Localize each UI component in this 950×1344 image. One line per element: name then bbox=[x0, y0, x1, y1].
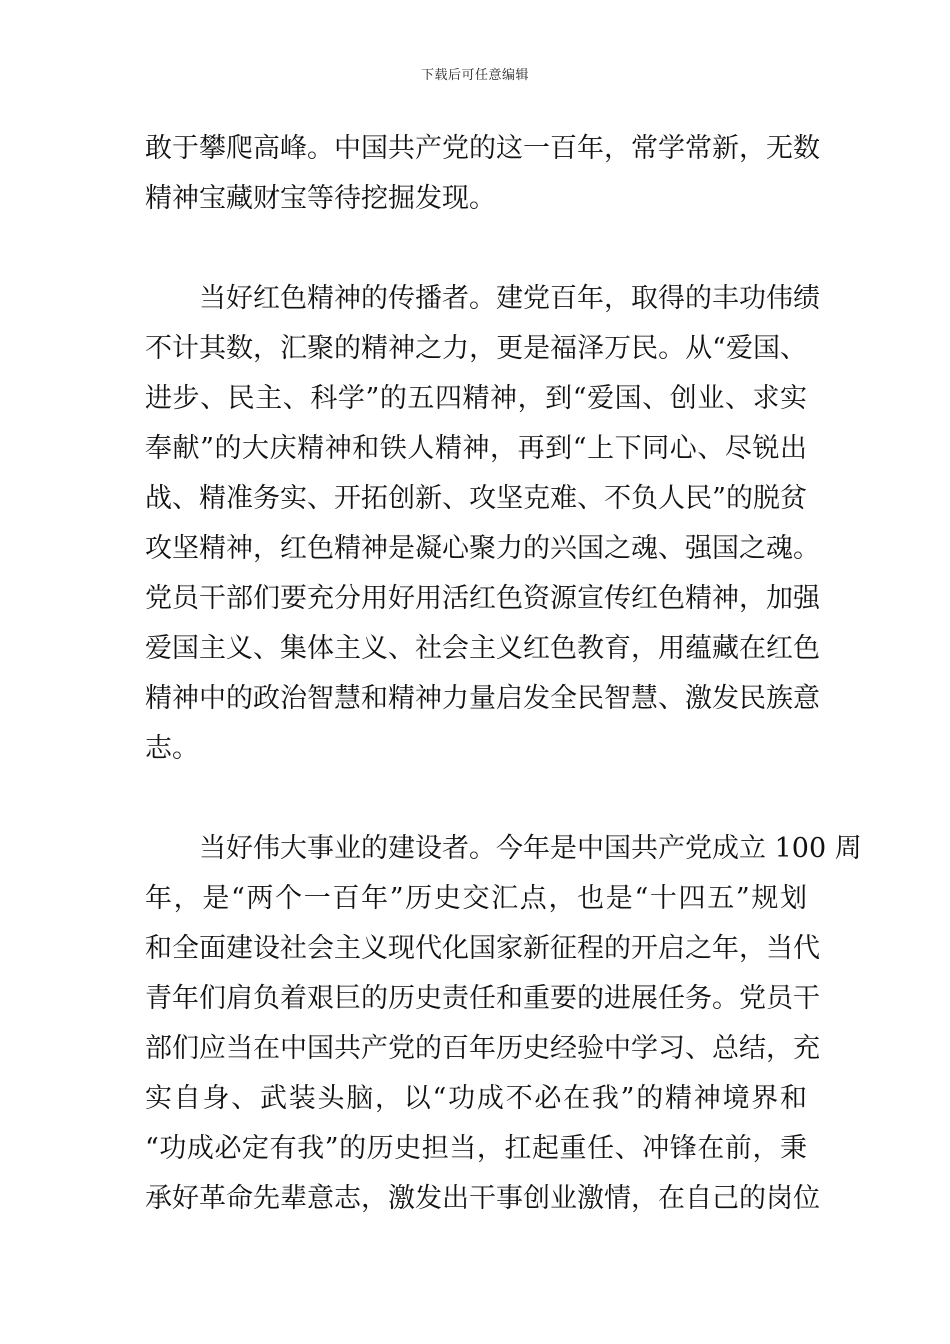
text-line: 青年们肩负着艰巨的历史责任和重要的进展任务。党员干 bbox=[145, 983, 820, 1014]
text-line: 志。 bbox=[145, 733, 199, 764]
text-line: 实自身、武装头脑，以“功成不必在我”的精神境界和 bbox=[145, 1083, 807, 1114]
paragraph-spacer bbox=[145, 224, 807, 274]
text-line: 爱国主义、集体主义、社会主义红色教育，用蕴藏在红色 bbox=[145, 633, 820, 664]
page-header: 下载后可任意编辑 bbox=[420, 68, 529, 83]
text-line: 当好红色精神的传播者。建党百年，取得的丰功伟绩 bbox=[199, 283, 820, 314]
paragraph-3 bbox=[145, 824, 862, 1224]
text-line: 奉献”的大庆精神和铁人精神，再到“上下同心、尽锐出 bbox=[145, 433, 807, 464]
text-line: 部们应当在中国共产党的百年历史经验中学习、总结，充 bbox=[145, 1033, 820, 1064]
text-line: “功成必定有我”的历史担当，扛起重任、冲锋在前，秉 bbox=[145, 1133, 807, 1164]
text-line: 精神宝藏财宝等待挖掘发现。 bbox=[145, 183, 496, 214]
text-line: 党员干部们要充分用好用活红色资源宣传红色精神，加强 bbox=[145, 583, 820, 614]
text-line: 年，是“两个一百年”历史交汇点，也是“十四五”规划 bbox=[145, 883, 807, 914]
text-line: 敢于攀爬高峰。中国共产党的这一百年，常学常新，无数 bbox=[145, 133, 820, 164]
text-line: 当好伟大事业的建设者。今年是中国共产党成立 100 周 bbox=[199, 833, 862, 864]
text-line: 精神中的政治智慧和精神力量启发全民智慧、激发民族意 bbox=[145, 683, 820, 714]
text-line: 和全面建设社会主义现代化国家新征程的开启之年，当代 bbox=[145, 933, 820, 964]
text-line: 进步、民主、科学”的五四精神，到“爱国、创业、求实 bbox=[145, 383, 807, 414]
paragraph-1 bbox=[145, 124, 820, 224]
text-line: 不计其数，汇聚的精神之力，更是福泽万民。从“爱国、 bbox=[145, 333, 807, 364]
paragraph-2 bbox=[145, 274, 820, 774]
text-line: 攻坚精神，红色精神是凝心聚力的兴国之魂、强国之魂。 bbox=[145, 533, 820, 564]
text-line: 承好革命先辈意志，激发出干事创业激情，在自己的岗位 bbox=[145, 1183, 820, 1214]
document-body bbox=[145, 124, 862, 1224]
paragraph-spacer bbox=[145, 774, 807, 824]
text-line: 战、精准务实、开拓创新、攻坚克难、不负人民”的脱贫 bbox=[145, 483, 807, 514]
